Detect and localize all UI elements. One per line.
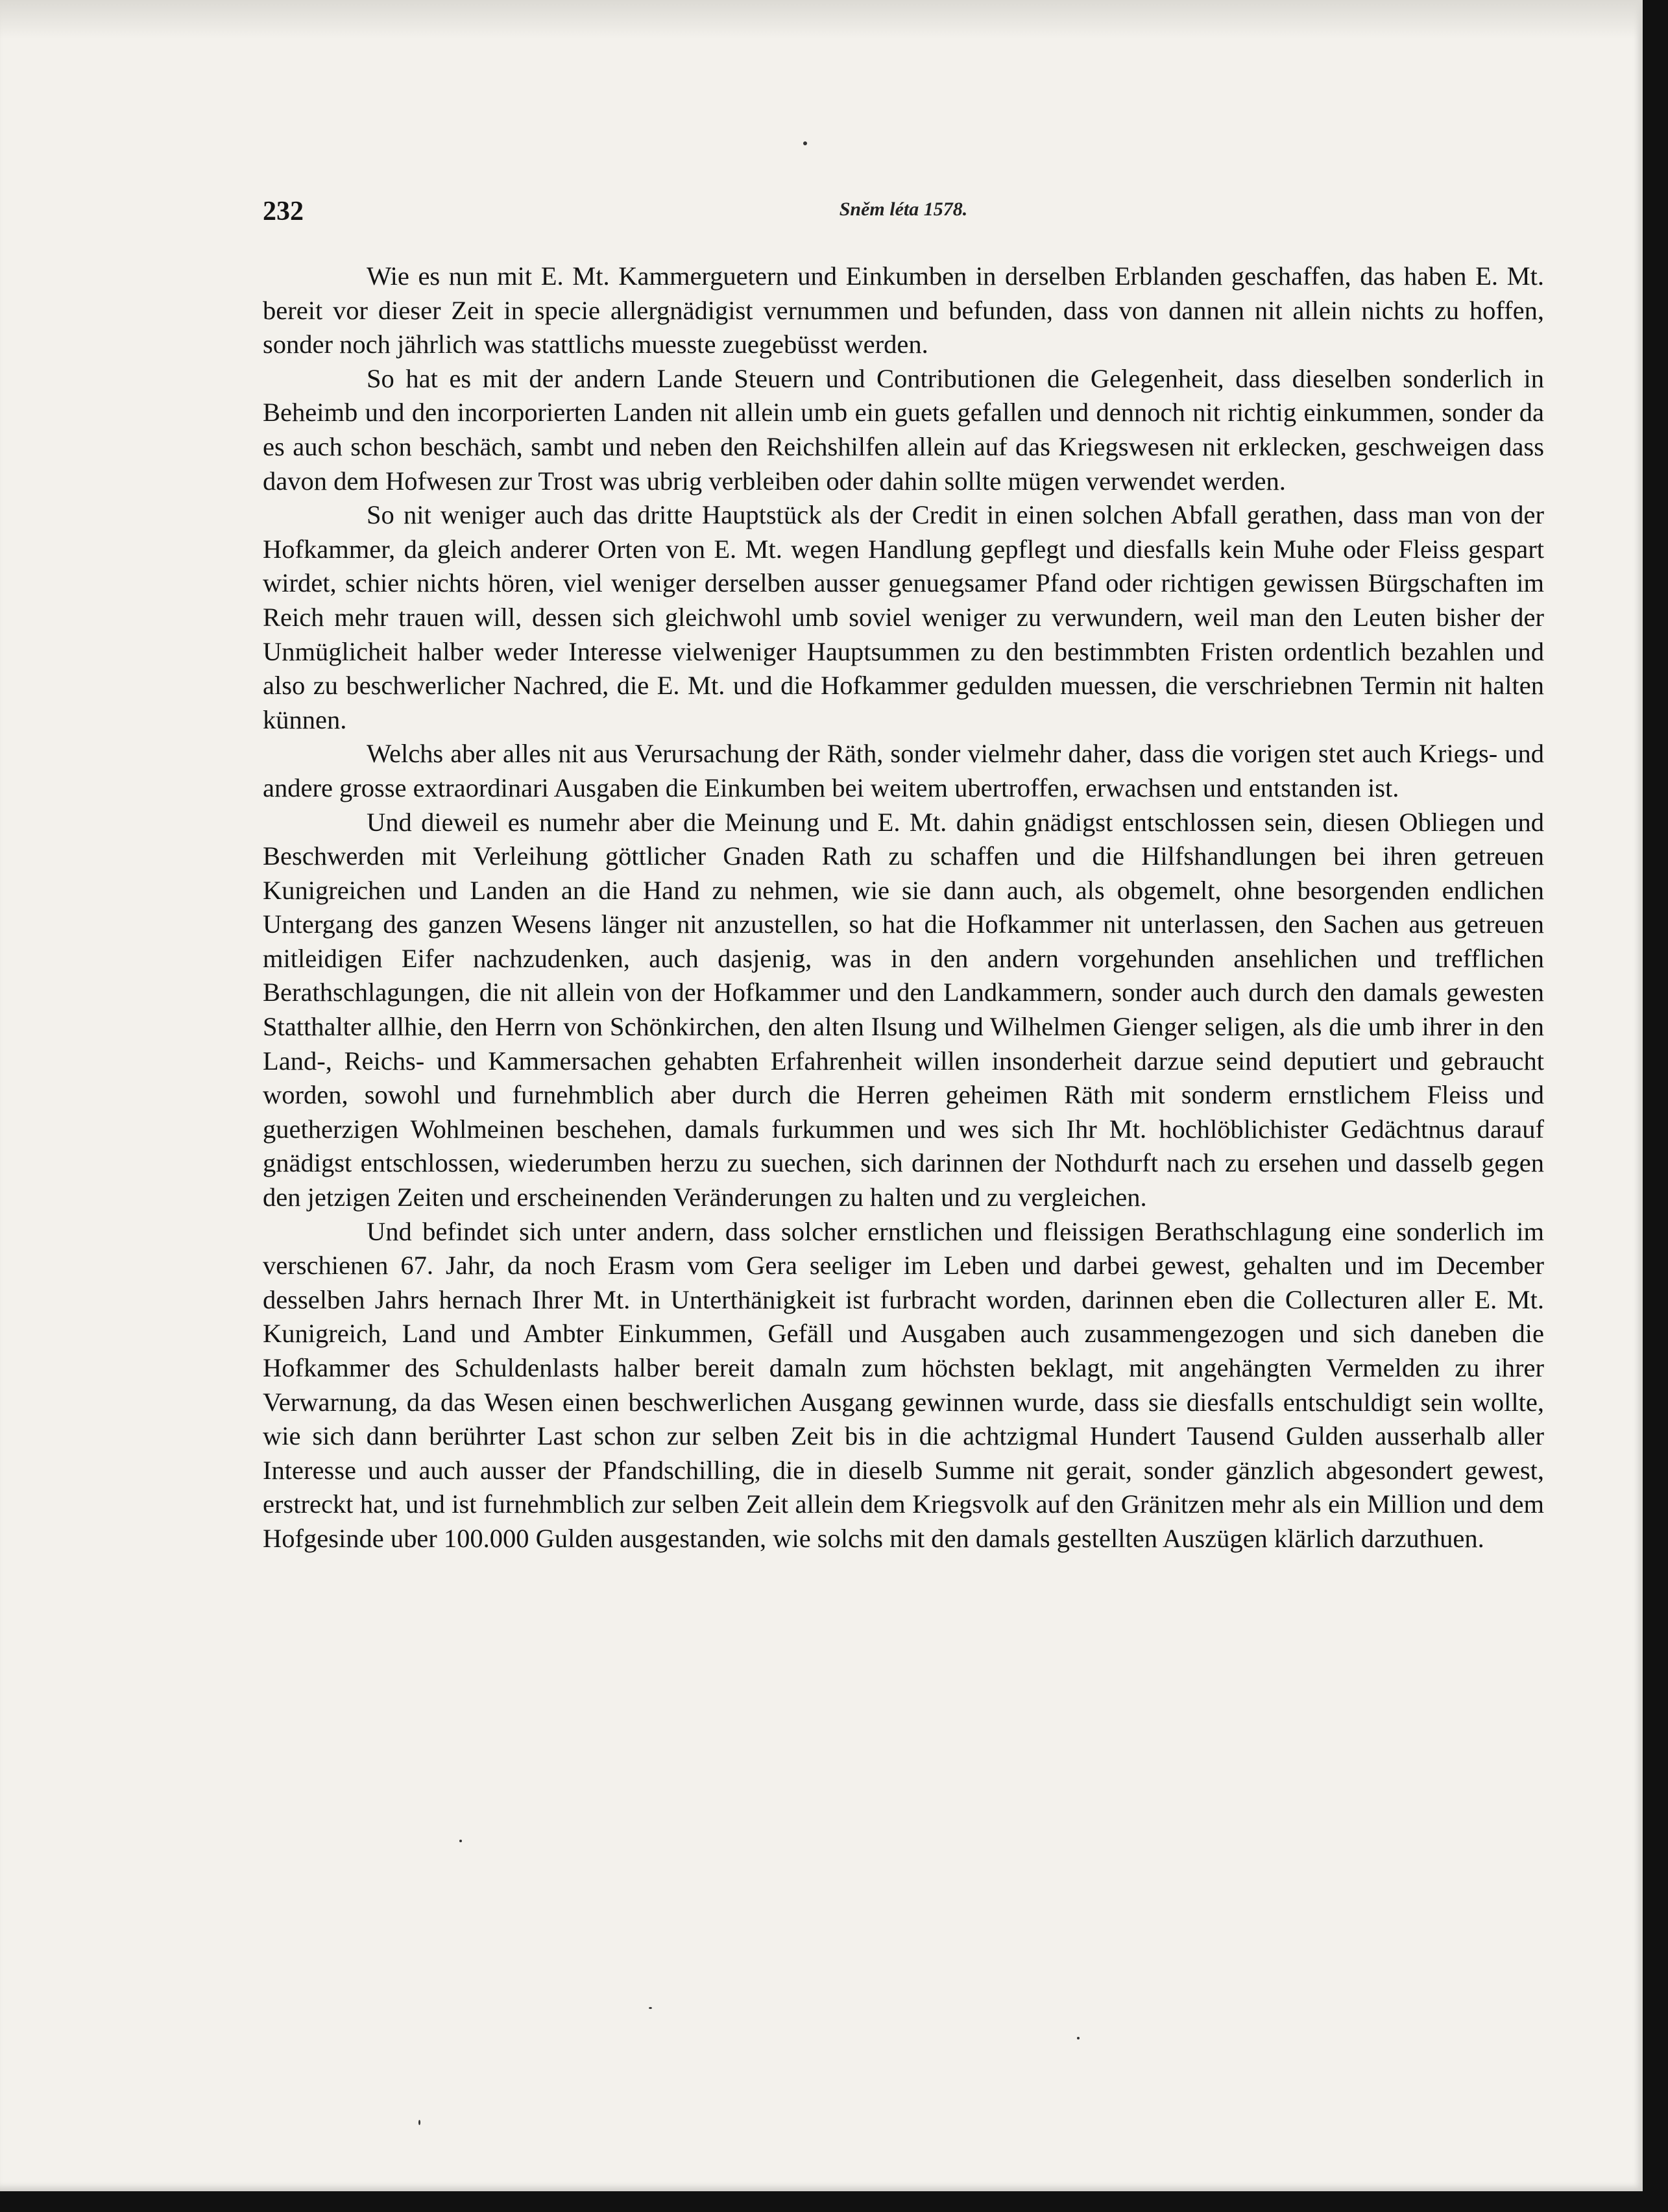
scan-speck xyxy=(1077,2037,1080,2039)
scan-speck xyxy=(418,2120,420,2125)
scan-speck xyxy=(459,1840,462,1842)
running-title: Sněm léta 1578. xyxy=(839,198,968,220)
paragraph: Welchs aber alles nit aus Verursachung der Räth, sonder vielmehr daher, dass die vorigen stet auch Kriegs- und andere grosse extraordinari Ausgaben die Einkumben bei weitem ubertroffen, erwachsen und entstanden ist. xyxy=(263,739,1544,802)
scan-edge-shading xyxy=(0,0,1643,39)
paragraph: So nit weniger auch das dritte Hauptstück als der Credit in einen solchen Abfall gerathen, dass man von der Hofkammer, da gleich anderer Orten von E. Mt. wegen Handlung gepflegt und diesfalls kein Muhe oder Fleiss gespart wirdet, schier nichts hören, viel weniger derselben ausser genuegsamer Pfand oder richtigen gewissen Bürgschaften im Reich mehr trauen will, dessen sich gleichwohl umb soviel weniger zu verwundern, weil man den Leuten bisher der Unmüglicheit halber weder Interesse vielweniger Hauptsummen zu den bestimmbten Fristen ordentlich bezahlen und also zu beschwerlicher Nachred, die E. Mt. und die Hofkammer gedulden muessen, die verschriebnen Termin nit halten künnen. xyxy=(263,500,1544,734)
scan-speck xyxy=(803,141,807,145)
body-text xyxy=(263,259,1544,1556)
paragraph: Und befindet sich unter andern, dass solcher ernstlichen und fleissigen Berathschlagung eine sonderlich im verschienen 67. Jahr, da noch Erasm vom Gera seeliger im Leben und darbei gewest, gehalten und im December desselben Jahrs hernach Ihrer Mt. in Unterthänigkeit ist furbracht worden, darinnen eben die Collecturen aller E. Mt. Kunigreich, Land und Ambter Einkummen, Gefäll und Ausgaben auch zusammengezogen und sich daneben die Hofkammer des Schuldenlasts halber bereit damaln zum höchsten beklagt, mit angehängten Vermelden zu ihrer Verwarnung, da das Wesen einen beschwerlichen Ausgang gewinnen wurde, dass sie diesfalls entschuldigt sein wollte, wie sich dann berührter Last schon zur selben Zeit bis in die achtzigmal Hundert Tausend Gulden ausserhalb aller Interesse und auch ausser der Pfandschilling, die in dieselb Summe nit gerait, sonder gänzlich abgesondert gewest, erstreckt hat, und ist furnehmblich zur selben Zeit allein dem Kriegsvolk auf den Gränitzen mehr als ein Million und dem Hofgesinde uber 100.000 Gulden ausgestanden, wie solchs mit den damals gestellten Auszügen klärlich darzuthuen. xyxy=(263,1216,1544,1553)
scan-speck xyxy=(649,2007,652,2009)
page-number: 232 xyxy=(263,197,304,226)
paragraph: So hat es mit der andern Lande Steuern und Contributionen die Gelegenheit, dass dieselben sonderlich in Beheimb und den incorporierten Landen nit allein umb ein guets gefallen und dennoch nit richtig einkummen, sonder da es auch schon beschäch, sambt und neben den Reichshilfen allein auf das Kriegswesen nit erklecken, geschweigen dass davon dem Hofwesen zur Trost was ubrig verbleiben oder dahin sollte mügen verwendet werden. xyxy=(263,363,1544,496)
paragraph: Wie es nun mit E. Mt. Kammerguetern und Einkumben in derselben Erblanden geschaffen, das haben E. Mt. bereit vor dieser Zeit in specie allergnädigist vernummen und befunden, dass von dannen nit allein nichts zu hoffen, sonder noch jährlich was stattlichs muesste zuegebüsst werden. xyxy=(263,261,1544,359)
page-header xyxy=(263,196,1544,235)
paragraph: Und dieweil es numehr aber die Meinung und E. Mt. dahin gnädigst entschlossen sein, diesen Obliegen und Beschwerden mit Verleihung göttlicher Gnaden Rath zu schaffen und die Hilfshandlungen bei ihren getreuen Kunigreichen und Landen an die Hand zu nehmen, wie sie dann auch, als obgemelt, ohne besorgenden endlichen Untergang des ganzen Wesens länger nit anzustellen, so hat die Hofkammer nit unterlassen, den Sachen aus getreuen mitleidigen Eifer nachzudenken, auch dasjenig, was in den andern vorgehunden ansehlichen und trefflichen Berathschlagungen, die nit allein von der Hofkammer und den Landkammern, sonder auch durch den damals gewesten Statthalter allhie, den Herrn von Schönkirchen, den alten Ilsung und Wilhelmen Gienger seligen, als die umb ihrer in den Land-, Reichs- und Kammersachen gehabten Erfahrenheit willen insonderheit darzue seind deputiert und gebraucht worden, sowohl und furnehmblich aber durch die Herren geheimen Räth mit sonderm ernstlichem Fleiss und guetherzigen Wohlmeinen beschehen, damals furkummen und wes sich Ihr Mt. hochlöblichister Gedächtnus darauf gnädigst entschlossen, wiederumben herzu zu suechen, sich darinnen der Nothdurft nach zu ersehen und dasselb gegen den jetzigen Zeiten und erscheinenden Veränderungen zu halten und zu vergleichen. xyxy=(263,807,1544,1212)
